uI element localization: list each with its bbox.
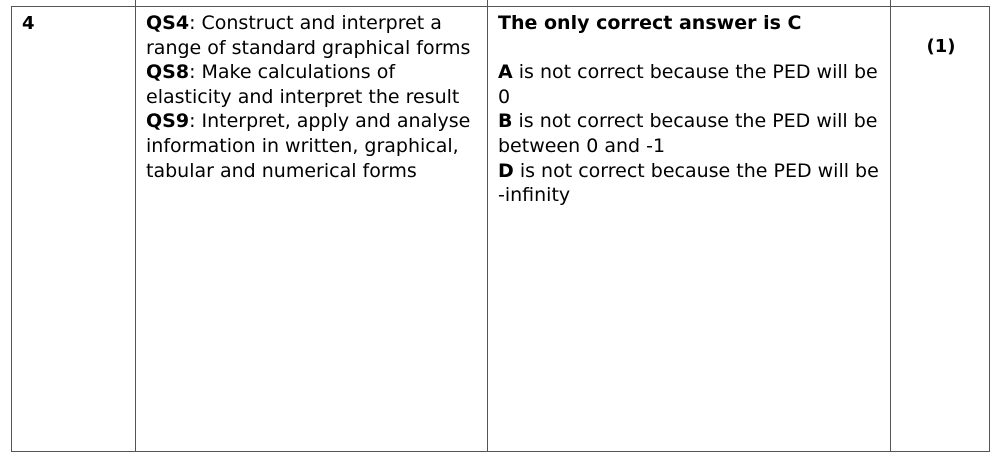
skill-code: QS9 [146,110,190,133]
reason-item [498,60,882,109]
reason-item [498,159,882,208]
mark-scheme-table [11,6,990,452]
question-number-cell [12,7,136,452]
skill-item [146,11,479,60]
table-row [12,7,990,452]
question-number: 4 [22,13,35,34]
option-letter: D [498,159,514,182]
reason-text: is not correct because the PED will be between 0 and -1 [498,110,878,157]
answer-headline: The only correct answer is C [498,12,802,34]
option-letter: A [498,61,513,84]
spacer [498,36,882,61]
skill-code: QS8 [146,61,190,84]
skills-cell [136,7,488,452]
skill-item [146,109,479,183]
reason-text: is not correct because the PED will be 0 [498,61,878,108]
marks-cell [891,7,990,452]
skill-code: QS4 [146,12,190,34]
skill-description: : Interpret, apply and analyse information in written, graphical, tabular and numerical forms [146,110,471,182]
skill-description: : Construct and interpret a range of standard graphical forms [146,12,471,59]
skill-item [146,60,479,109]
marks-value: (1) [926,36,956,57]
option-letter: B [498,110,513,133]
reason-text: is not correct because the PED will be -infinity [498,159,879,207]
skill-description: : Make calculations of elasticity and interpret the result [146,61,460,108]
answer-cell [488,7,891,452]
reason-item [498,109,882,158]
